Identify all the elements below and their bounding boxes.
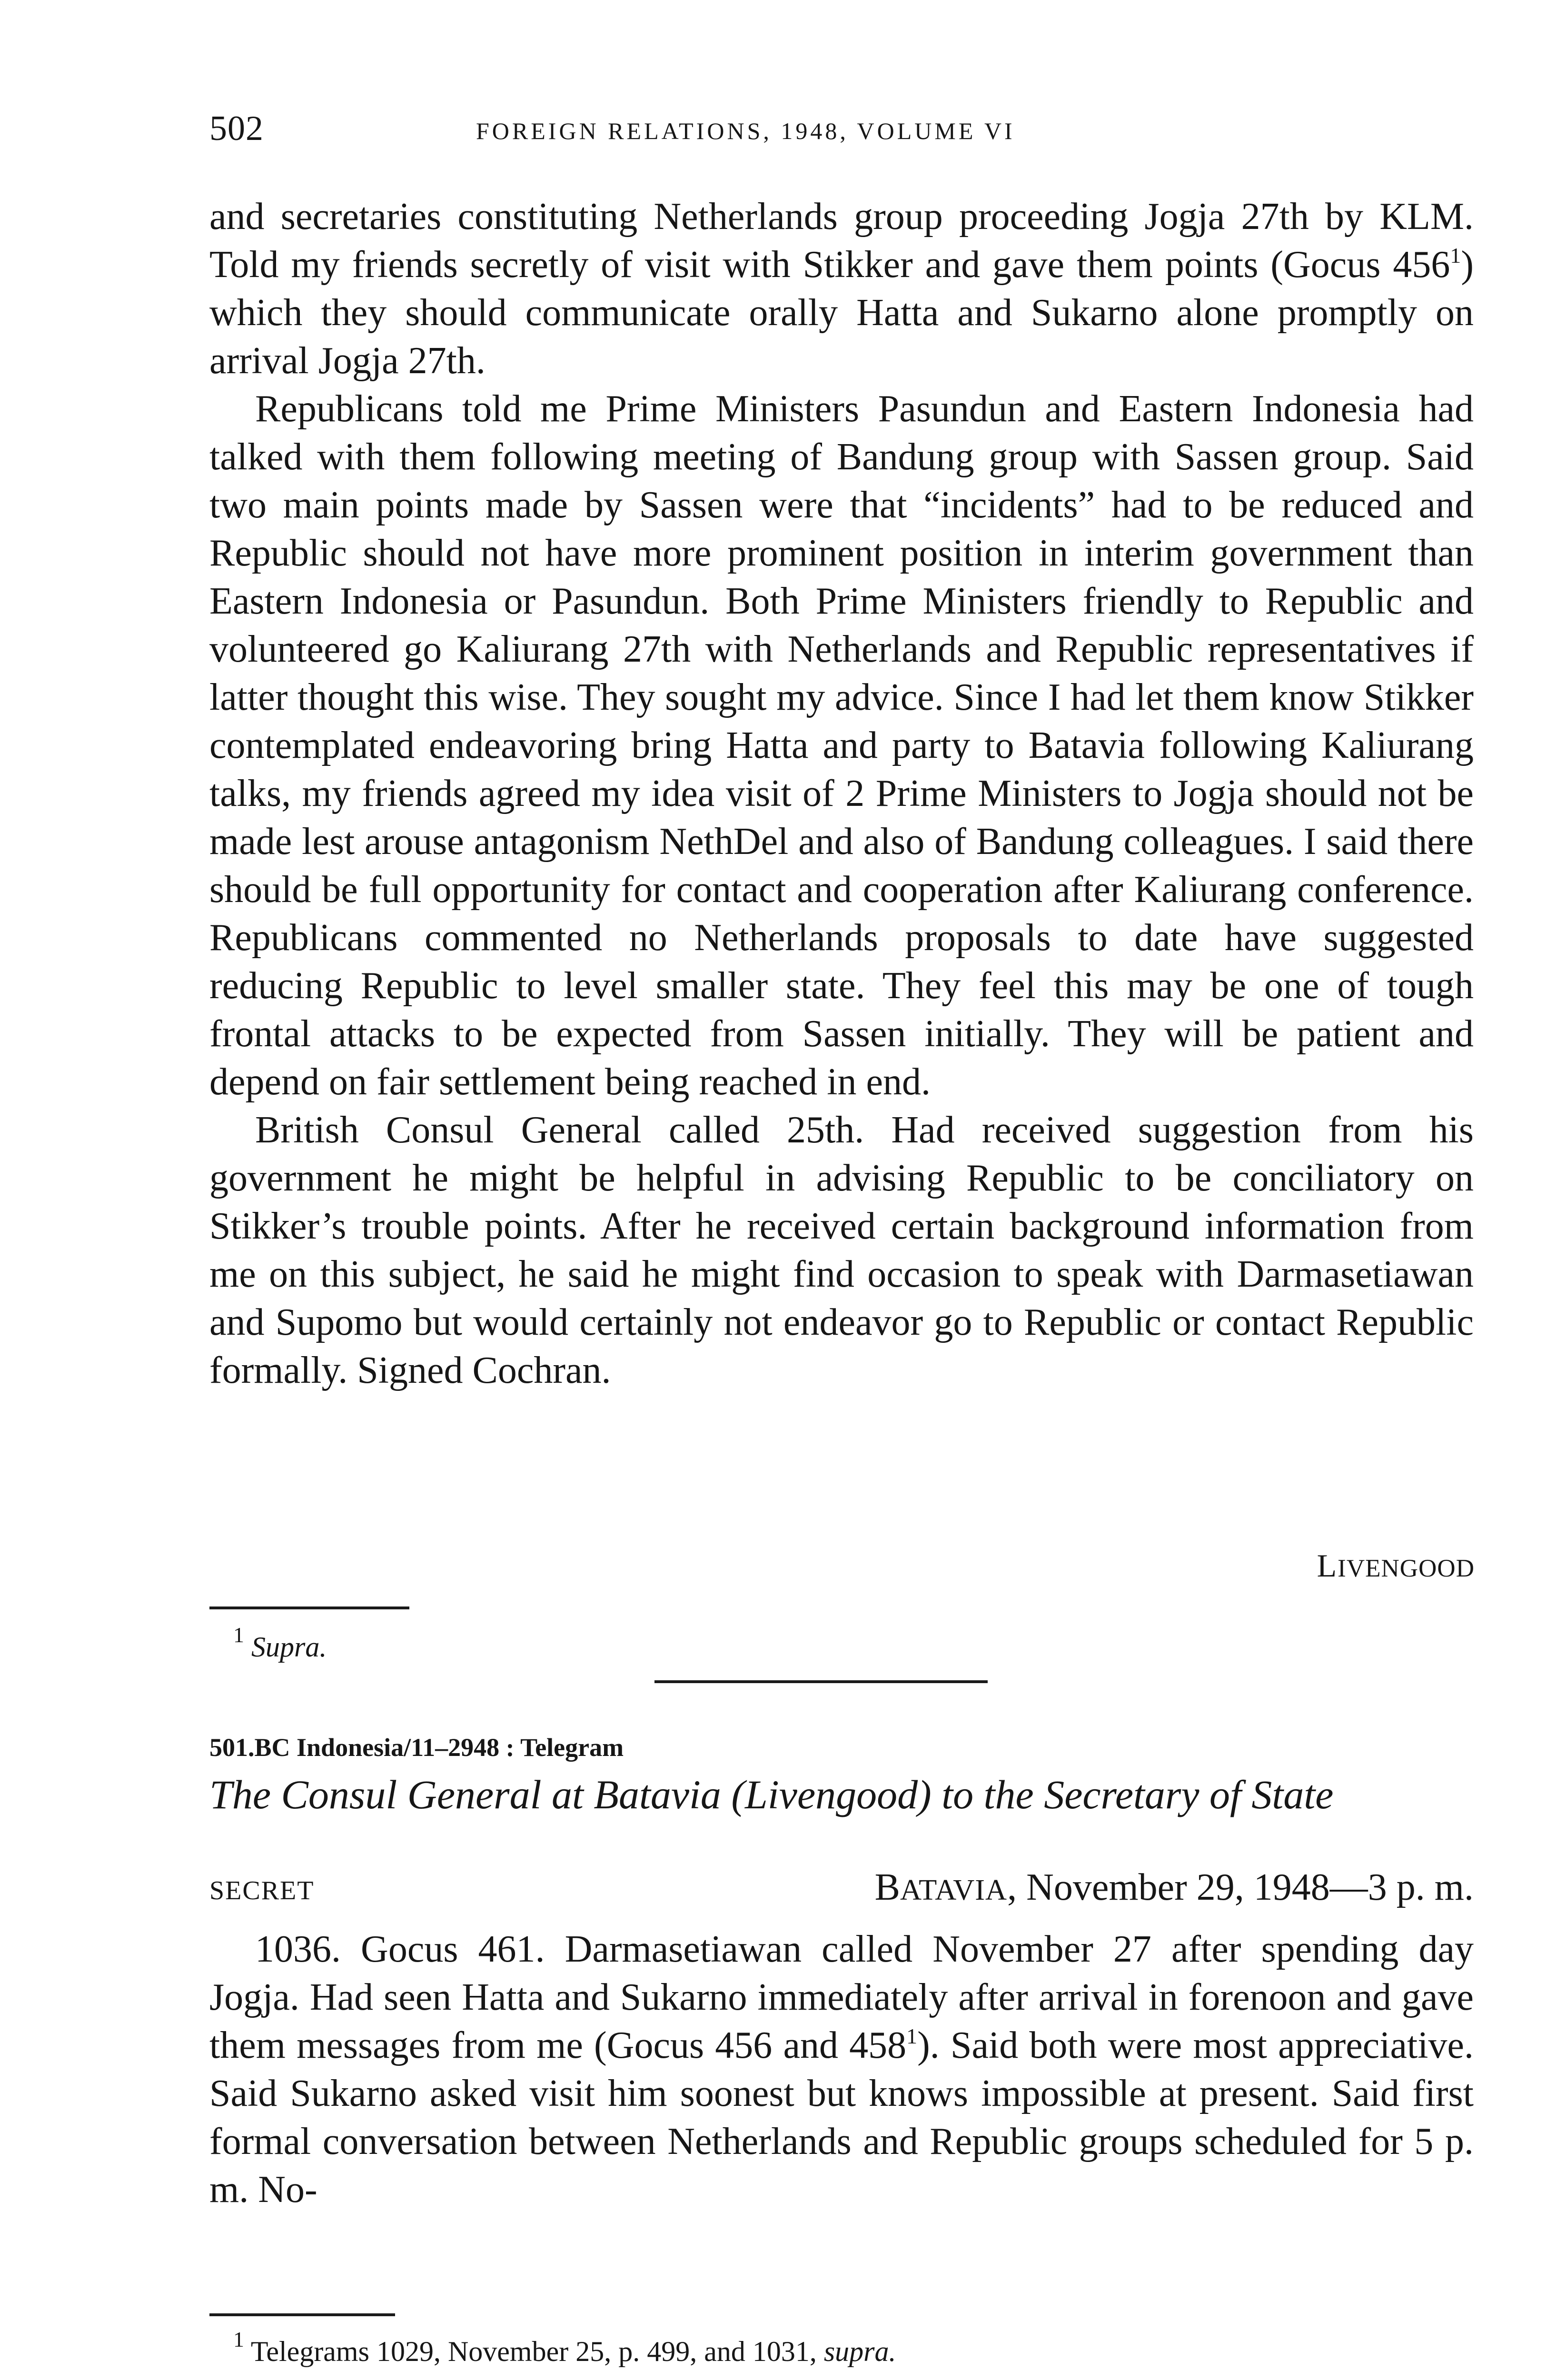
footnote-ref: 1 xyxy=(1450,243,1461,268)
footnote-rule xyxy=(209,2313,395,2316)
running-head: FOREIGN RELATIONS, 1948, VOLUME VI xyxy=(476,118,1015,144)
place-date: BATAVIA, November 29, 1948—3 p. m. xyxy=(874,1866,1474,1908)
classification: SECRET xyxy=(209,1876,315,1905)
paragraph-1: and secretaries constituting Netherlands group proceeding Jogja 27th by KLM. Told my friends secretly of visit with Stikker and gave them points (Gocus $456^1$) which they should communicate orally Hatta and Sukarno alone promptly on arrival Jogja 27th. xyxy=(209,196,1474,382)
telegram-body xyxy=(209,1925,1474,2214)
paragraph-2: Republicans told me Prime Ministers Pasundun and Eastern Indonesia had talked with them following meeting of Bandung group with Sassen group. Said two main points made by Sassen were that “incidents” had to be reduced and Republic should not have more prominent position in interim government than Eastern Indonesia or Pasundun. Both Prime Ministers friendly to Republic and volunteered go Kaliurang 27th with Netherlands and Republic representatives if latter thought this wise. They sought my advice. Since I had let them know Stikker contemplated endeavoring bring Hatta and party to Batavia following Kaliurang talks, my friends agreed my idea visit of 2 Prime Ministers to Jogja should not be made lest arouse antagonism NethDel and also of Bandung colleagues. I said there should be full opportunity for contact and cooperation after Kaliurang conference. Republicans commented no Netherlands proposals to date have suggested reducing Republic to level smaller state. They feel this may be one of tough frontal attacks to be expected from Sassen initially. They will be patient and depend on fair settlement being reached in end. xyxy=(209,388,1474,1103)
footnote-ref: 1 xyxy=(906,2024,918,2048)
section-divider xyxy=(654,1680,988,1683)
footnote-1: $^1$ Supra. xyxy=(233,1623,327,1663)
page-number: 502 xyxy=(209,109,264,148)
main-text xyxy=(209,193,1474,1395)
file-reference: 501.BC Indonesia/11–2948 : Telegram xyxy=(209,1733,624,1762)
document-title: The Consul General at Batavia (Livengood) to the Secretary of State xyxy=(209,1772,1334,1817)
signature: LIVENGOOD xyxy=(1317,1547,1475,1584)
paragraph-3: British Consul General called 25th. Had received suggestion from his government he might be helpful in advising Republic to be conciliatory on Stikker’s trouble points. After he received certain background information from me on this subject, he said he might find occasion to speak with Darmasetiawan and Supomo but would certainly not endeavor go to Republic or contact Republic formally. Signed Cochran. xyxy=(209,1109,1474,1391)
dateline xyxy=(209,1866,1474,1918)
footnote-rule xyxy=(209,1606,409,1609)
page-header xyxy=(209,109,1384,161)
footnote-2: $^1$ Telegrams 1029, November 25, p. 499, and 1031, supra. xyxy=(233,2327,896,2367)
paragraph-4: 1036. Gocus 461. Darmasetiawan called November 27 after spending day Jogja. Had seen Hatta and Sukarno immediately after arrival in forenoon and gave them messages from me (Gocus 456 and $458^1$). Said both were most appreciative. Said Sukarno asked visit him soonest but knows impossible at present. Said first formal conversation between Netherlands and Republic groups scheduled for 5 p. m. No- xyxy=(209,1928,1474,2211)
